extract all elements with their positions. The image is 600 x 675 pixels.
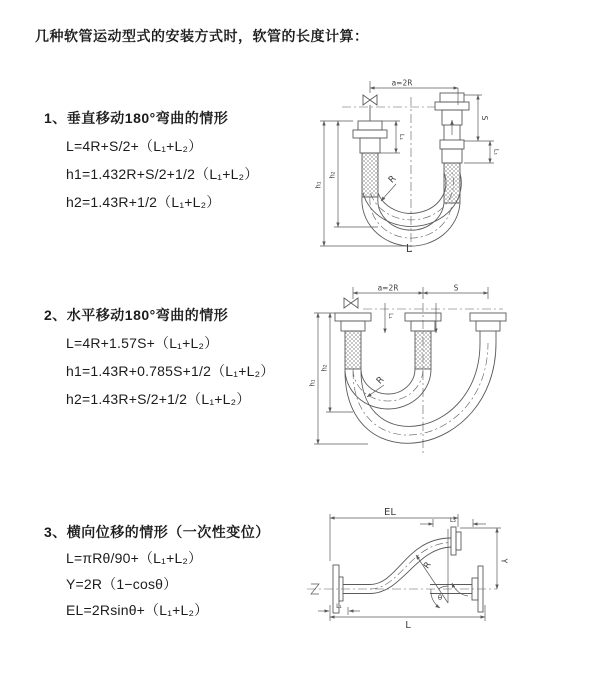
dim-label-fitting-right: L₂: [449, 516, 457, 524]
page-title: 几种软管运动型式的安装方式时，软管的长度计算：: [35, 28, 369, 44]
dim-label-height-outer: h₁: [308, 379, 317, 387]
formula-line: L=4R+1.57S+（L₁+L₂）: [66, 335, 219, 351]
dim-label-effective-length: EL: [384, 507, 396, 518]
formula-line: h2=1.43R+1/2（L₁+L₂）: [66, 194, 221, 210]
formula-line: EL=2Rsinθ+（L₁+L₂）: [66, 602, 209, 618]
dim-label-span: a=2R: [377, 283, 399, 293]
radius-leader: [381, 184, 396, 201]
diagram-lateral-displacement: [300, 503, 570, 643]
drawing-lines: [314, 287, 506, 455]
dim-label-fitting-left: L₁: [336, 603, 342, 610]
dim-length: [330, 605, 485, 621]
hose-curve: [370, 538, 451, 594]
diagram-horizontal-180-bend: [308, 283, 533, 461]
dim-label-length: L: [405, 620, 411, 631]
dim-label-radius: R: [386, 173, 399, 186]
valve-icon: [363, 95, 377, 105]
dim-label-stroke: S: [480, 115, 489, 121]
hose-fitting-middle: [405, 313, 441, 369]
dim-label-fitting: L₁: [387, 313, 394, 319]
dim-label-span: a=2R: [391, 78, 413, 88]
dim-label-height-outer: h₁: [314, 181, 323, 189]
drawing-lines: [320, 78, 494, 251]
section-2-heading: 2、水平移动180°弯曲的情形: [44, 307, 229, 323]
formula-line: Y=2R（1−cosθ）: [66, 576, 178, 592]
dim-fitting-right: [464, 141, 494, 163]
hose-fitting-left: [335, 313, 371, 369]
dim-label-stroke: S: [453, 283, 459, 293]
diagram-vertical-180-bend: [310, 75, 530, 255]
dim-effective-length: [330, 514, 458, 561]
hose-fitting-right: [470, 313, 506, 343]
dim-label-radius: R: [374, 374, 387, 387]
section-1-heading: 1、垂直移动180°弯曲的情形: [44, 110, 229, 126]
section-1: [44, 104, 258, 216]
dim-label-fitting-left: L₁: [398, 133, 406, 141]
dim-label-fitting-right: L₁: [492, 148, 501, 156]
dim-label-angle: θ: [437, 594, 443, 602]
dim-label-radius: R: [422, 560, 434, 571]
dim-fitting-left: [380, 121, 400, 153]
section-2: [44, 301, 274, 413]
formula-line: L=πRθ/90+（L₁+L₂）: [66, 550, 203, 566]
hose-fitting-left: [353, 121, 387, 197]
formula-line: L=4R+S/2+（L₁+L₂）: [66, 138, 203, 154]
dim-label-offset: Y: [499, 558, 509, 564]
section-3: [44, 519, 270, 623]
dim-offset: [460, 528, 501, 589]
valve-icon: [344, 298, 358, 308]
formula-line: h1=1.432R+S/2+1/2（L₁+L₂）: [66, 166, 259, 182]
section-3-heading: 3、横向位移的情形（一次性变位）: [44, 524, 270, 540]
hose-curve-near: [345, 369, 431, 409]
dim-label-height-inner: h₂: [320, 364, 329, 372]
dim-label-height-inner: h₂: [328, 171, 337, 179]
flange-upper-right: [451, 527, 461, 555]
formula-line: h2=1.43R+S/2+1/2（L₁+L₂）: [66, 391, 251, 407]
formula-line: h1=1.43R+0.785S+1/2（L₁+L₂）: [66, 363, 275, 379]
dim-span-and-stroke: [353, 287, 488, 299]
dim-label-length: L: [405, 242, 413, 255]
